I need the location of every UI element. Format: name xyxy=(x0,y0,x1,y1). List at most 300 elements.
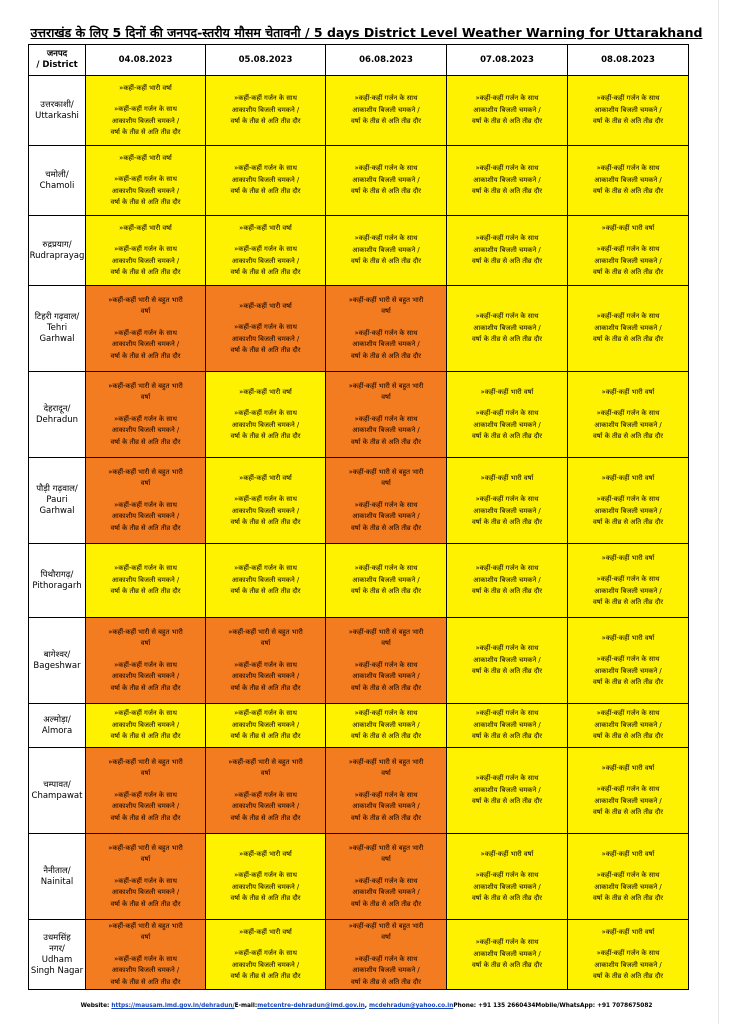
warning-text-line: »कहीं-कहीं गर्जन के साथ xyxy=(596,655,660,663)
warning-text-line: वर्षा के तीव्र से अति तीव्र दौर xyxy=(230,587,301,596)
warning-text-line: वर्षा के तीव्र से अति तीव्र दौर xyxy=(110,268,181,276)
warning-text-line: »कहीं-कहीं गर्जन के साथ xyxy=(475,644,539,653)
district-name-cell xyxy=(29,458,86,544)
warning-text-line: »कहीं-कहीं गर्जन के साथ xyxy=(234,564,297,573)
warning-cell-yellow xyxy=(447,146,568,216)
warning-text-line: आकाशीय बिजली चमकने / xyxy=(231,575,300,584)
warning-cell-yellow xyxy=(447,834,568,920)
warning-text-line: »कहीं-कहीं गर्जन के साथ xyxy=(475,312,539,321)
warning-cell-orange xyxy=(326,748,447,834)
warning-text-line: »कहीं-कहीं भारी वर्षा xyxy=(239,223,292,232)
warning-text-line: »कहीं-कहीं गर्जन के साथ xyxy=(114,790,177,799)
header-row xyxy=(29,45,689,76)
warning-text-line: »कहीं-कहीं गर्जन के साथ xyxy=(475,164,539,173)
warning-text-line: »कहीं-कहीं गर्जन के साथ xyxy=(596,94,660,103)
warning-text-line: आकाशीय बिजली चमकने / xyxy=(594,882,662,891)
warning-text-line: वर्षा xyxy=(381,769,391,778)
warning-cell-content xyxy=(326,381,446,449)
warning-text-line: »कहीं-कहीं भारी से बहुत भारी xyxy=(108,467,183,476)
warning-text-line: »कहीं-कहीं भारी से बहुत भारी xyxy=(348,295,424,304)
page-title: उत्तराखंड के लिए 5 दिनों की जनपद-स्तरीय मौसम चेतावनी / 5 days District Level Weather Warning for Uttarakhand xyxy=(30,25,703,40)
warning-cell-yellow xyxy=(568,704,689,748)
warning-table xyxy=(28,44,689,990)
warning-cell-yellow xyxy=(568,920,689,990)
warning-text-line: वर्षा के तीव्र से अति तीव्र दौर xyxy=(471,732,543,741)
warning-text-line: वर्षा के तीव्र से अति तीव्र दौर xyxy=(230,187,301,196)
warning-text-line: आकाशीय बिजली चमकने / xyxy=(473,882,541,891)
warning-cell-content xyxy=(326,295,446,363)
warning-text-line: वर्षा के तीव्र से अति तीव्र दौर xyxy=(350,732,422,741)
warning-text-line: वर्षा के तीव्र से अति तीव्र दौर xyxy=(592,432,664,440)
warning-cell-yellow xyxy=(86,544,206,618)
warning-cell-yellow xyxy=(568,216,689,286)
warning-cell-content xyxy=(86,381,205,449)
warning-text-line: »कहीं-कहीं गर्जन के साथ xyxy=(354,876,418,885)
warning-text-line: वर्षा के तीव्र से अति तीव्र दौर xyxy=(110,977,181,986)
warning-cell-content xyxy=(568,927,688,983)
warning-cell-orange xyxy=(326,920,447,990)
warning-text-line: आकाशीय बिजली चमकने / xyxy=(594,506,662,515)
warning-text-line: आकाशीय बिजली चमकने / xyxy=(473,506,541,515)
footer-email-link-1[interactable]: metcentre-dehradun@imd.gov.in xyxy=(257,1003,365,1009)
footer-website-label: Website: xyxy=(80,1003,112,1009)
warning-text-line: वर्षा के तीव्र से अति तीव्र दौर xyxy=(592,732,664,741)
warning-text-line: वर्षा के तीव्र से अति तीव्र दौर xyxy=(471,667,543,676)
warning-cell-yellow xyxy=(326,216,447,286)
district-name-line: Champawat xyxy=(31,790,83,801)
warning-text-line: वर्षा xyxy=(140,479,151,488)
warning-cell-orange xyxy=(326,458,447,544)
warning-text-line: आकाशीय बिजली चमकने / xyxy=(352,672,420,681)
warning-text-line: वर्षा के तीव्र से अति तीव्र दौर xyxy=(592,972,664,980)
warning-text-line: »कहीं-कहीं गर्जन के साथ xyxy=(234,949,297,957)
warning-cell-content xyxy=(326,627,446,695)
warning-text-line: »कहीं-कहीं भारी से बहुत भारी xyxy=(228,627,303,636)
warning-cell-content xyxy=(86,153,205,209)
warning-cell-yellow xyxy=(447,748,568,834)
warning-text-line: »कहीं-कहीं भारी से बहुत भारी xyxy=(348,467,424,476)
warning-text-line: आकाशीय बिजली चमकने / xyxy=(473,105,541,114)
warning-text-line: आकाशीय बिजली चमकने / xyxy=(231,882,300,891)
warning-cell-content xyxy=(86,223,205,279)
warning-cell-content xyxy=(568,633,688,689)
warning-text-line: »कहीं-कहीं गर्जन के साथ xyxy=(234,245,297,253)
warning-text-line: »कहीं-कहीं भारी वर्षा xyxy=(601,849,655,858)
warning-text-line: वर्षा के तीव्र से अति तीव्र दौर xyxy=(471,894,543,902)
district-name-line: Chamoli xyxy=(39,180,75,191)
warning-cell-orange xyxy=(326,618,447,704)
table-row xyxy=(29,76,689,146)
warning-cell-content xyxy=(326,563,446,598)
warning-text-line: आकाशीय बिजली चमकने / xyxy=(594,666,662,675)
warning-text-line: »कहीं-कहीं भारी से बहुत भारी xyxy=(108,627,183,636)
warning-text-line: आकाशीय बिजली चमकने / xyxy=(111,802,180,811)
warning-cell-orange xyxy=(326,834,447,920)
table-row xyxy=(29,748,689,834)
warning-text-line: वर्षा के तीव्र से अति तीव्र दौर xyxy=(471,257,543,266)
warning-text-line: »कहीं-कहीं भारी वर्षा xyxy=(601,763,655,772)
district-name-line: Pauri xyxy=(46,495,68,505)
warning-cell-content xyxy=(86,757,205,825)
warning-cell-yellow xyxy=(568,834,689,920)
warning-cell-content xyxy=(206,927,325,983)
warning-text-line: आकाशीय बिजली चमकने / xyxy=(594,960,662,969)
warning-text-line: वर्षा के तीव्र से अति तीव्र दौर xyxy=(230,268,301,276)
district-header-english: / District xyxy=(36,60,78,70)
warning-text-line: आकाशीय बिजली चमकने / xyxy=(111,575,180,584)
warning-text-line: »कहीं-कहीं गर्जन के साथ xyxy=(354,414,418,423)
warning-text-line: आकाशीय बिजली चमकने / xyxy=(352,720,420,729)
warning-text-line: आकाशीय बिजली चमकने / xyxy=(594,256,662,265)
warning-cell-yellow xyxy=(447,544,568,618)
warning-text-line: वर्षा के तीव्र से अति तीव्र दौर xyxy=(471,587,543,596)
warning-text-line: आकाशीय बिजली चमकने / xyxy=(111,256,180,265)
warning-text-line: »कहीं-कहीं गर्जन के साथ xyxy=(596,245,660,253)
warning-text-line: »कहीं-कहीं भारी से बहुत भारी xyxy=(108,295,183,304)
warning-cell-content xyxy=(86,563,205,598)
district-name-cell xyxy=(29,286,86,372)
warning-text-line: वर्षा के तीव्र से अति तीव्र दौर xyxy=(110,351,181,360)
warning-text-line: आकाशीय बिजली चमकने / xyxy=(111,186,180,195)
warning-text-line: वर्षा के तीव्र से अति तीव्र दौर xyxy=(230,972,301,980)
warning-text-line: वर्षा xyxy=(140,639,151,648)
warning-text-line: आकाशीय बिजली चमकने / xyxy=(473,720,541,729)
warning-cell-yellow xyxy=(447,76,568,146)
warning-cell-yellow xyxy=(326,544,447,618)
warning-text-line: »कहीं-कहीं भारी वर्षा xyxy=(601,633,655,642)
warning-cell-orange xyxy=(206,286,326,372)
warning-cell-yellow xyxy=(447,458,568,544)
district-name-line: पिथौरागढ़/ xyxy=(40,569,74,580)
footer-contact xyxy=(0,1003,733,1009)
warning-cell-orange xyxy=(206,748,326,834)
table-row xyxy=(29,146,689,216)
warning-text-line: »कहीं-कहीं गर्जन के साथ xyxy=(354,94,418,103)
warning-text-line: »कहीं-कहीं गर्जन के साथ xyxy=(475,938,539,947)
warning-text-line: »कहीं-कहीं भारी वर्षा xyxy=(601,553,655,562)
district-name-line: Garhwal xyxy=(39,506,75,516)
district-name-cell xyxy=(29,372,86,458)
warning-text-line: »कहीं-कहीं गर्जन के साथ xyxy=(354,790,418,799)
warning-cell-content xyxy=(447,643,567,678)
warning-cell-content xyxy=(86,83,205,139)
warning-text-line: वर्षा xyxy=(140,855,151,864)
warning-cell-yellow xyxy=(447,286,568,372)
warning-cell-content xyxy=(206,163,325,198)
warning-text-line: »कहीं-कहीं गर्जन के साथ xyxy=(234,495,297,503)
warning-text-line: »कहीं-कहीं गर्जन के साथ xyxy=(354,164,418,173)
district-name-cell xyxy=(29,920,86,990)
warning-text-line: आकाशीय बिजली चमकने / xyxy=(352,888,420,897)
warning-text-line: आकाशीय बिजली चमकने / xyxy=(231,105,300,114)
warning-cell-content xyxy=(568,763,688,819)
warning-text-line: आकाशीय बिजली चमकने / xyxy=(352,966,420,975)
warning-text-line: »कहीं-कहीं गर्जन के साथ xyxy=(234,94,297,103)
warning-cell-content xyxy=(447,773,567,808)
warning-text-line: वर्षा xyxy=(381,307,391,316)
warning-text-line: वर्षा के तीव्र से अति तीव्र दौर xyxy=(471,335,543,344)
warning-text-line: आकाशीय बिजली चमकने / xyxy=(231,256,300,265)
warning-text-line: आकाशीय बिजली चमकने / xyxy=(352,105,420,114)
district-name-line: Nainital xyxy=(40,876,74,887)
warning-text-line: आकाशीय बिजली चमकने / xyxy=(594,720,662,729)
district-name-line: Udham Singh Nagar xyxy=(30,954,84,976)
district-name-line: चमोली/ xyxy=(45,169,69,180)
warning-text-line: »कहीं-कहीं गर्जन के साथ xyxy=(114,954,177,963)
table-row xyxy=(29,704,689,748)
warning-text-line: »कहीं-कहीं गर्जन के साथ xyxy=(234,409,297,417)
warning-text-line: »कहीं-कहीं गर्जन के साथ xyxy=(354,954,418,963)
warning-text-line: »कहीं-कहीं गर्जन के साथ xyxy=(475,774,539,783)
warning-text-line: »कहीं-कहीं गर्जन के साथ xyxy=(114,876,177,885)
warning-text-line: »कहीं-कहीं गर्जन के साथ xyxy=(475,871,539,879)
warning-cell-yellow xyxy=(86,146,206,216)
warning-cell-content xyxy=(447,387,567,443)
warning-text-line: आकाशीय बिजली चमकने / xyxy=(352,426,420,435)
warning-cell-yellow xyxy=(568,372,689,458)
warning-text-line: वर्षा के तीव्र से अति तीव्र दौर xyxy=(110,523,181,532)
warning-text-line: »कहीं-कहीं गर्जन के साथ xyxy=(596,949,660,957)
warning-cell-yellow xyxy=(447,920,568,990)
warning-text-line: वर्षा के तीव्र से अति तीव्र दौर xyxy=(592,598,664,606)
warning-cell-content xyxy=(326,921,446,989)
warning-cell-yellow xyxy=(568,76,689,146)
warning-text-line: आकाशीय बिजली चमकने / xyxy=(352,340,420,349)
warning-text-line: आकाशीय बिजली चमकने / xyxy=(473,655,541,664)
warning-text-line: वर्षा के तीव्र से अति तीव्र दौर xyxy=(110,587,181,596)
date-column-header: 06.08.2023 xyxy=(326,45,447,76)
warning-text-line: वर्षा के तीव्र से अति तीव्र दौर xyxy=(230,894,301,902)
warning-cell-content xyxy=(86,921,205,989)
warning-cell-content xyxy=(568,387,688,443)
warning-cell-content xyxy=(447,93,567,128)
district-name-line: Dehradun xyxy=(35,414,79,425)
district-name-line: उत्तरकाशी/ xyxy=(40,99,74,110)
warning-cell-orange xyxy=(206,618,326,704)
warning-text-line: »कहीं-कहीं गर्जन के साथ xyxy=(114,709,177,718)
warning-cell-content xyxy=(568,553,688,609)
district-name-line: बागेश्वर/ xyxy=(43,649,71,660)
warning-text-line: आकाशीय बिजली चमकने / xyxy=(231,720,300,729)
warning-cell-yellow xyxy=(447,618,568,704)
warning-text-line: »कहीं-कहीं गर्जन के साथ xyxy=(114,245,177,253)
warning-cell-content xyxy=(326,467,446,535)
warning-text-line: »कहीं-कहीं भारी से बहुत भारी xyxy=(348,381,424,390)
warning-text-line: वर्षा के तीव्र से अति तीव्र दौर xyxy=(592,335,664,344)
district-name-line: अल्मोड़ा/ xyxy=(43,714,71,725)
warning-cell-orange xyxy=(86,286,206,372)
warning-text-line: वर्षा के तीव्र से अति तीव्र दौर xyxy=(471,961,543,970)
warning-cell-content xyxy=(568,93,688,128)
warning-text-line: »कहीं-कहीं भारी वर्षा xyxy=(480,849,534,858)
warning-cell-yellow xyxy=(206,704,326,748)
warning-text-line: »कहीं-कहीं भारी से बहुत भारी xyxy=(108,843,183,852)
warning-text-line: »कहीं-कहीं गर्जन के साथ xyxy=(234,660,297,669)
warning-text-line: वर्षा के तीव्र से अति तीव्र दौर xyxy=(350,351,422,360)
table-row xyxy=(29,216,689,286)
warning-text-line: वर्षा के तीव्र से अति तीव्र दौर xyxy=(230,732,301,741)
district-name-cell xyxy=(29,748,86,834)
warning-text-line: »कहीं-कहीं गर्जन के साथ xyxy=(234,790,297,799)
warning-text-line: »कहीं-कहीं भारी वर्षा xyxy=(239,301,292,310)
warning-text-line: »कहीं-कहीं गर्जन के साथ xyxy=(114,660,177,669)
warning-cell-yellow xyxy=(568,458,689,544)
warning-text-line: »कहीं-कहीं भारी से बहुत भारी xyxy=(228,757,303,766)
warning-text-line: »कहीं-कहीं भारी से बहुत भारी xyxy=(108,381,183,390)
warning-text-line: »कहीं-कहीं भारी वर्षा xyxy=(601,927,655,936)
warning-text-line: »कहीं-कहीं भारी वर्षा xyxy=(239,927,292,936)
district-name-line: Garhwal xyxy=(39,334,75,344)
warning-text-line: वर्षा के तीव्र से अति तीव्र दौर xyxy=(110,732,181,741)
district-name-cell xyxy=(29,834,86,920)
district-name-cell xyxy=(29,618,86,704)
warning-text-line: आकाशीय बिजली चमकने / xyxy=(473,420,541,429)
page-edge-line xyxy=(718,0,719,1024)
warning-cell-yellow xyxy=(568,544,689,618)
warning-text-line: आकाशीय बिजली चमकने / xyxy=(111,888,180,897)
warning-text-line: »कहीं-कहीं गर्जन के साथ xyxy=(114,175,177,183)
warning-cell-yellow xyxy=(206,216,326,286)
warning-text-line: »कहीं-कहीं गर्जन के साथ xyxy=(475,409,539,417)
district-name-line: Bageshwar xyxy=(33,660,81,671)
footer-email-link-2[interactable]: mcdehradun@yahoo.co.in xyxy=(369,1003,454,1009)
warning-text-line: वर्षा xyxy=(381,933,391,942)
warning-text-line: वर्षा के तीव्र से अति तीव्र दौर xyxy=(230,813,301,822)
warning-text-line: आकाशीय बिजली चमकने / xyxy=(231,420,300,429)
warning-text-line: वर्षा के तीव्र से अति तीव्र दौर xyxy=(471,187,543,196)
warning-text-line: वर्षा xyxy=(260,639,271,648)
warning-cell-yellow xyxy=(447,216,568,286)
warning-text-line: »कहीं-कहीं गर्जन के साथ xyxy=(354,660,418,669)
warning-text-line: »कहीं-कहीं भारी वर्षा xyxy=(239,387,292,396)
warning-cell-content xyxy=(568,223,688,279)
warning-text-line: आकाशीय बिजली चमकने / xyxy=(111,426,180,435)
warning-text-line: आकाशीय बिजली चमकने / xyxy=(473,245,541,254)
warning-text-line: »कहीं-कहीं गर्जन के साथ xyxy=(475,495,539,503)
warning-text-line: »कहीं-कहीं गर्जन के साथ xyxy=(354,234,418,243)
warning-cell-content xyxy=(206,627,325,695)
warning-text-line: »कहीं-कहीं गर्जन के साथ xyxy=(114,500,177,509)
district-name-line: Tehri xyxy=(46,323,68,333)
warning-cell-content xyxy=(206,757,325,825)
warning-text-line: »कहीं-कहीं गर्जन के साथ xyxy=(475,564,539,573)
warning-text-line: »कहीं-कहीं भारी वर्षा xyxy=(239,849,292,858)
warning-text-line: आकाशीय बिजली चमकने / xyxy=(111,672,180,681)
warning-text-line: वर्षा के तीव्र से अति तीव्र दौर xyxy=(592,268,664,276)
warning-cell-content xyxy=(447,563,567,598)
warning-cell-content xyxy=(326,757,446,825)
warning-text-line: आकाशीय बिजली चमकने / xyxy=(473,323,541,332)
warning-cell-orange xyxy=(86,748,206,834)
warning-text-line: वर्षा के तीव्र से अति तीव्र दौर xyxy=(350,117,422,126)
warning-cell-orange xyxy=(86,618,206,704)
warning-cell-yellow xyxy=(568,286,689,372)
warning-text-line: वर्षा के तीव्र से अति तीव्र दौर xyxy=(471,518,543,526)
warning-cell-yellow xyxy=(206,544,326,618)
warning-text-line: »कहीं-कहीं भारी वर्षा xyxy=(119,223,172,232)
warning-cell-yellow xyxy=(206,76,326,146)
warning-text-line: »कहीं-कहीं गर्जन के साथ xyxy=(475,94,539,103)
district-name-line: Almora xyxy=(41,725,73,736)
warning-text-line: आकाशीय बिजली चमकने / xyxy=(111,966,180,975)
warning-cell-yellow xyxy=(86,216,206,286)
district-name-line: नगर/ xyxy=(49,943,65,954)
warning-cell-content xyxy=(206,387,325,443)
warning-text-line: »कहीं-कहीं भारी से बहुत भारी xyxy=(348,627,424,636)
warning-cell-content xyxy=(206,473,325,529)
warning-text-line: »कहीं-कहीं भारी से बहुत भारी xyxy=(348,843,424,852)
warning-cell-orange xyxy=(326,372,447,458)
warning-cell-yellow xyxy=(568,618,689,704)
warning-text-line: »कहीं-कहीं गर्जन के साथ xyxy=(354,328,418,337)
warning-cell-content xyxy=(568,473,688,529)
warning-text-line: »कहीं-कहीं गर्जन के साथ xyxy=(114,564,177,573)
district-name-line: Rudraprayag xyxy=(29,250,85,261)
footer-website-link[interactable]: https://mausam.imd.gov.in/dehradun/ xyxy=(111,1003,235,1009)
date-column-header: 05.08.2023 xyxy=(206,45,326,76)
warning-cell-content xyxy=(447,708,567,743)
warning-text-line: वर्षा के तीव्र से अति तीव्र दौर xyxy=(350,187,422,196)
footer-email-label: E-mail: xyxy=(234,1003,258,1009)
warning-text-line: वर्षा के तीव्र से अति तीव्र दौर xyxy=(110,128,181,136)
warning-text-line: »कहीं-कहीं गर्जन के साथ xyxy=(234,164,297,173)
warning-cell-yellow xyxy=(86,76,206,146)
warning-cell-yellow xyxy=(326,76,447,146)
warning-text-line: आकाशीय बिजली चमकने / xyxy=(111,116,180,125)
warning-cell-content xyxy=(206,301,325,357)
warning-text-line: आकाशीय बिजली चमकने / xyxy=(111,340,180,349)
footer-phone: Phone: +91 135 2660434Mobile/WhatsApp: +91 7078675082 xyxy=(453,1003,653,1009)
district-name-line: टिहरी गढ़वाल/ xyxy=(34,312,80,322)
warning-text-line: »कहीं-कहीं भारी वर्षा xyxy=(239,473,292,482)
warning-cell-content xyxy=(206,849,325,905)
warning-text-line: वर्षा xyxy=(140,393,151,402)
warning-text-line: वर्षा के तीव्र से अति तीव्र दौर xyxy=(350,437,422,446)
warning-text-line: »कहीं-कहीं गर्जन के साथ xyxy=(596,495,660,503)
warning-text-line: वर्षा के तीव्र से अति तीव्र दौर xyxy=(592,894,664,902)
table-row xyxy=(29,286,689,372)
district-name-line: पौड़ी गढ़वाल/ xyxy=(36,484,78,494)
warning-text-line: वर्षा के तीव्र से अति तीव्र दौर xyxy=(350,813,422,822)
warning-cell-yellow xyxy=(326,704,447,748)
warning-cell-yellow xyxy=(206,458,326,544)
warning-cell-content xyxy=(86,708,205,743)
warning-text-line: »कहीं-कहीं गर्जन के साथ xyxy=(596,312,660,321)
warning-text-line: वर्षा के तीव्र से अति तीव्र दौर xyxy=(471,432,543,440)
warning-text-line: आकाशीय बिजली चमकने / xyxy=(594,796,662,805)
warning-text-line: वर्षा के तीव्र से अति तीव्र दौर xyxy=(350,683,422,692)
district-name-cell xyxy=(29,76,86,146)
warning-text-line: वर्षा के तीव्र से अति तीव्र दौर xyxy=(592,678,664,686)
warning-text-line: आकाशीय बिजली चमकने / xyxy=(473,785,541,794)
warning-text-line: आकाशीय बिजली चमकने / xyxy=(111,720,180,729)
warning-text-line: »कहीं-कहीं गर्जन के साथ xyxy=(234,709,297,718)
footer-separator: , xyxy=(364,1003,369,1009)
warning-text-line: वर्षा के तीव्र से अति तीव्र दौर xyxy=(471,797,543,806)
warning-text-line: »कहीं-कहीं भारी वर्षा xyxy=(119,153,172,162)
warning-cell-content xyxy=(447,937,567,972)
warning-cell-content xyxy=(568,311,688,346)
warning-text-line: »कहीं-कहीं भारी वर्षा xyxy=(480,387,534,396)
warning-cell-content xyxy=(86,467,205,535)
warning-text-line: आकाशीय बिजली चमकने / xyxy=(594,175,662,184)
warning-text-line: »कहीं-कहीं भारी वर्षा xyxy=(601,223,655,232)
warning-cell-yellow xyxy=(326,146,447,216)
table-row xyxy=(29,920,689,990)
warning-cell-content xyxy=(86,627,205,695)
warning-text-line: »कहीं-कहीं गर्जन के साथ xyxy=(354,500,418,509)
warning-text-line: »कहीं-कहीं गर्जन के साथ xyxy=(596,785,660,793)
